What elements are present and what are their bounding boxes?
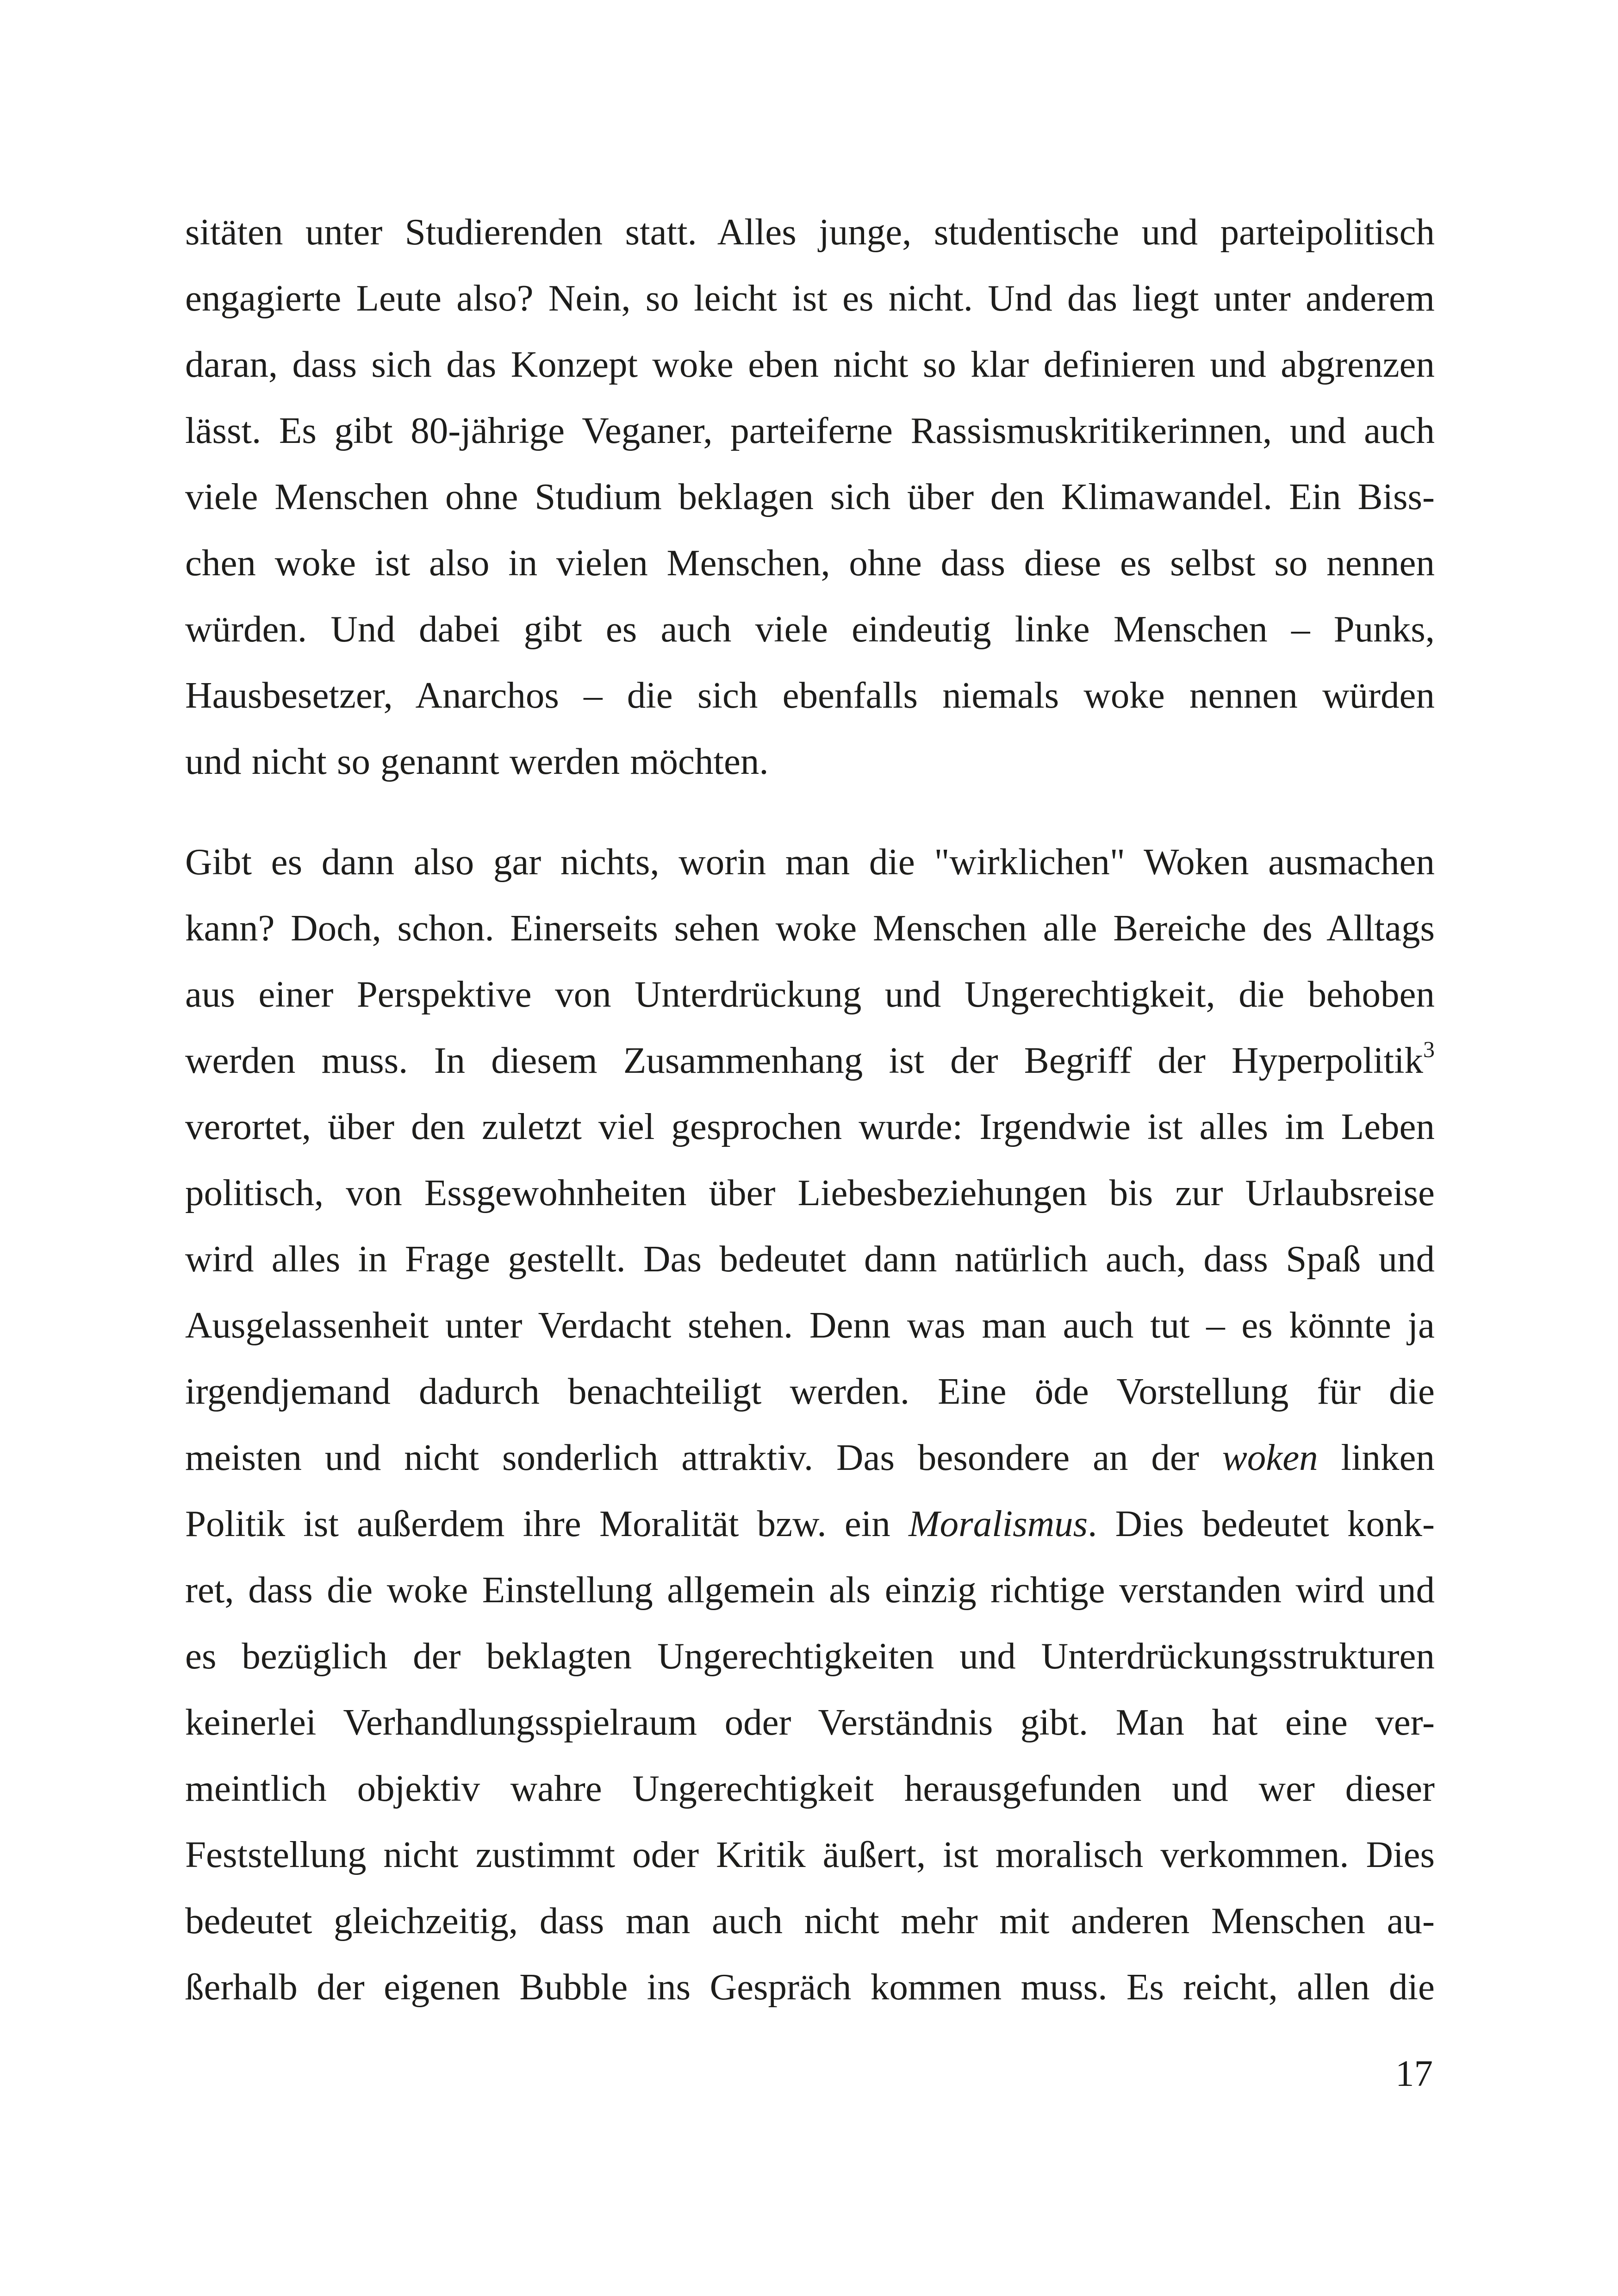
paragraph-1 — [185, 199, 1435, 795]
italic-word: Moralismus — [909, 1503, 1088, 1544]
line-text: werden muss. In diesem Zusammenhang ist der Begriff der Hyperpolitik — [185, 1039, 1423, 1081]
page-number: 17 — [1395, 2053, 1433, 2094]
text-line: verortet, über den zuletzt viel gesprochen wurde: Irgendwie ist alles im Leben — [185, 1106, 1435, 1147]
body-text — [185, 199, 1435, 2020]
text-line: politisch, von Essgewohnheiten über Liebesbeziehungen bis zur Urlaubsreise — [185, 1172, 1435, 1213]
text-line-with-footnote — [185, 1027, 1435, 1094]
text-line: wird alles in Frage gestellt. Das bedeutet dann natürlich auch, dass Spaß und — [185, 1238, 1435, 1280]
text-line-with-italic — [185, 1425, 1435, 1491]
text-line: Feststellung nicht zustimmt oder Kritik äußert, ist moralisch verkommen. Dies — [185, 1834, 1435, 1875]
text-line: und nicht so genannt werden möchten. — [185, 740, 769, 782]
paragraph-2 — [185, 829, 1435, 2020]
text-line: ret, dass die woke Einstellung allgemein als einzig richtige verstanden wird und — [185, 1569, 1435, 1611]
line-text: meisten und nicht sonderlich attraktiv. Das besondere an der — [185, 1437, 1199, 1478]
text-line: sitäten unter Studierenden statt. Alles junge, studentische und parteipolitisch — [185, 211, 1435, 253]
text-line: lässt. Es gibt 80-jährige Veganer, parteiferne Rassismuskritikerinnen, und auch — [185, 410, 1435, 451]
line-text-tail: . Dies bedeutet konk- — [1088, 1503, 1435, 1544]
text-line: kann? Doch, schon. Einerseits sehen woke Menschen alle Bereiche des Alltags — [185, 907, 1435, 949]
text-line: würden. Und dabei gibt es auch viele eindeutig linke Menschen – Punks, — [185, 608, 1435, 650]
text-line: daran, dass sich das Konzept woke eben nicht so klar definieren und abgrenzen — [185, 343, 1435, 385]
text-line: engagierte Leute also? Nein, so leicht ist es nicht. Und das liegt unter anderem — [185, 277, 1435, 319]
italic-word: woken — [1222, 1437, 1318, 1478]
text-line: Hausbesetzer, Anarchos – die sich ebenfalls niemals woke nennen würden — [185, 674, 1435, 716]
text-line: viele Menschen ohne Studium beklagen sich über den Klimawandel. Ein Biss- — [185, 476, 1435, 517]
text-line: irgendjemand dadurch benachteiligt werden. Eine öde Vorstellung für die — [185, 1370, 1435, 1412]
text-line: es bezüglich der beklagten Ungerechtigkeiten und Unterdrückungsstrukturen — [185, 1635, 1435, 1677]
line-text: Politik ist außerdem ihre Moralität bzw. ein — [185, 1503, 890, 1544]
text-line: meintlich objektiv wahre Ungerechtigkeit herausgefunden und wer dieser — [185, 1767, 1435, 1809]
line-text-tail: linken — [1318, 1437, 1435, 1478]
text-line: bedeutet gleichzeitig, dass man auch nicht mehr mit anderen Menschen au- — [185, 1900, 1435, 1941]
text-line: Ausgelassenheit unter Verdacht stehen. Denn was man auch tut – es könnte ja — [185, 1304, 1435, 1346]
text-line: chen woke ist also in vielen Menschen, ohne dass diese es selbst so nennen — [185, 542, 1435, 584]
text-line-with-italic — [185, 1491, 1435, 1557]
text-line: Gibt es dann also gar nichts, worin man die "wirklichen" Woken ausmachen — [185, 841, 1435, 883]
footnote-reference[interactable]: 3 — [1423, 1036, 1435, 1062]
text-line: keinerlei Verhandlungsspielraum oder Verständnis gibt. Man hat eine ver- — [185, 1701, 1435, 1743]
text-line: aus einer Perspektive von Unterdrückung und Ungerechtigkeit, die behoben — [185, 973, 1435, 1015]
text-line: ßerhalb der eigenen Bubble ins Gespräch kommen muss. Es reicht, allen die — [185, 1966, 1435, 2008]
